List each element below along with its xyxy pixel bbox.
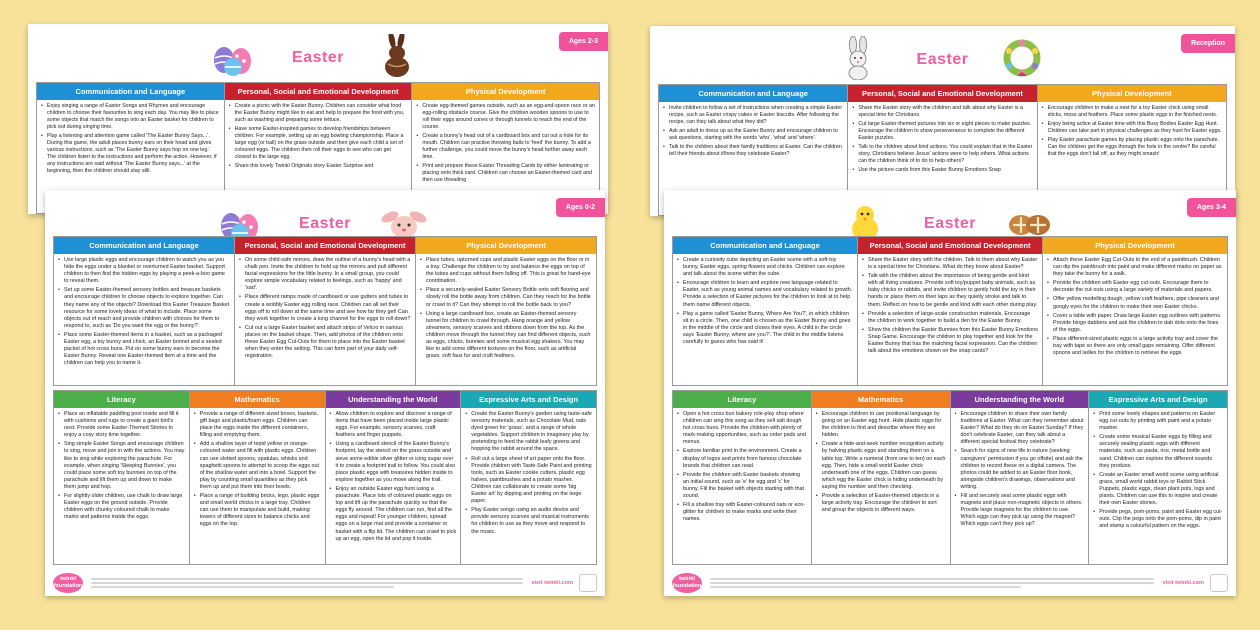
activity-sheet-ages-0-2 (45, 190, 605, 596)
column-psed (235, 237, 416, 385)
activity-item: • Provide pegs, pom-poms, paint and Easter egg cut-outs. Clip the pegs onto the pom-poms, dip in paint and stamp a colourful pattern on the eggs. (1093, 509, 1223, 530)
activity-item: • Ask an adult to dress up as the Easter Bunny and encourage children to ask questions, starting with the words 'who', 'what' and 'where'. (663, 128, 843, 142)
column-expressive-arts (461, 391, 596, 564)
activity-table-bottom (672, 390, 1228, 565)
activity-item: • Place different ramps made of cardboard or use gutters and tubes to create a wobbly Easter egg rolling race. Children can all set their eggs off to roll down at the same time and see how far they get! Can they work together to create a long channel for the eggs to roll down? (239, 294, 411, 322)
column-header: Mathematics (190, 391, 325, 408)
activity-item: • Enjoy an outside Easter egg hunt using a parachute. Place lots of coloured plastic eggs on top and lift up the parachute quickly so that the eggs fly around. The children can run, find all the eggs and repeat! For younger children, spread eggs on a large mat and provide a container or basket with a flip lid. The children can crawl to pick up an egg, open the lid and pop it inside. (330, 486, 457, 543)
activity-item: • Encourage children to use positional language by going on an Easter egg hunt. Hide plastic eggs for the children to find and describe where they are hidden. (816, 411, 946, 439)
sheet-title: Easter (924, 215, 976, 232)
activity-item: • Create a picnic with the Easter Bunny. Children can consider what food the Easter Bunny might like to eat and help to prepare the food with you, such as washing and preparing some lettuce. (229, 103, 408, 124)
sheet-title: Easter (299, 215, 351, 232)
activity-item: • On some child-safe mirrors, draw the outline of a bunny's head with a chalk pen. Invite the children to hold up the mirrors and pull different facial expressions for the little bunny. In a small group, you could explore simple vocabulary related to feelings, such as 'happy' and 'sad'. (239, 257, 411, 292)
activity-item: • Explore familiar print in the environment. Create a display of logos and prints from famous chocolate brands that children can read. (677, 448, 807, 469)
activity-item: • Share the Easter story with the children. Talk to them about why Easter is a special time for Christians. What do they know about Easter? (862, 257, 1038, 271)
activity-item: • Enjoy being active at Easter time with this Busy Bodies Easter Egg Hunt. Children can take part in physical challenges as they hunt for Easter eggs. (1042, 121, 1222, 135)
column-understanding-the-world (326, 391, 462, 564)
age-tag: Ages 2-3 (559, 32, 608, 51)
activity-item: • Use large plastic eggs and encourage children to watch you as you hide the eggs under a blanket or overturned Easter basket. Support children to then find the hidden eggs by playing a peek-a-boo game to reveal them. (58, 257, 230, 285)
activity-item: • Create some musical Easter eggs by filling and securely sealing plastic eggs with different materials, such as pasta, rice, metal bottle and sand. Children can explore the different sounds they produce. (1093, 434, 1223, 469)
activity-item: • Search for signs of new life in nature (seeking caregivers' permission if you go offsite) and ask the children to record these on a digital camera. The photos could be added to an Easter floor book, alongside children's drawings, observations and writing. (955, 448, 1085, 491)
column-understanding-the-world (951, 391, 1090, 564)
activity-item: • Provide the children with Easter baskets showing an initial sound, such as 'e' for egg and 'c' for bunny. Fill the basket with objects starting with that sound. (677, 472, 807, 500)
activity-item: • Create a hide-and-seek number recognition activity by halving plastic eggs and standing them on a table top. Write a numeral (from one to ten) on each egg. Then, hide a small world Easter chick underneath one of the eggs. Children can guess which egg the Easter chick is hiding underneath by saying the number and then checking. (816, 441, 946, 491)
activity-item: • Invite children to follow a set of instructions when creating a simple Easter recipe, such as Easter crispy cakes or Easter biscuits. After following the recipe, can they talk about what they did? (663, 105, 843, 126)
activity-item: • Fill and securely seal some plastic eggs with magnets and place non-magnetic objects in others. Provide large magnets for the children to use. Which eggs can they pick up using the magnet? Which eggs can't they pick up? (955, 493, 1085, 528)
column-header: Physical Development (1043, 237, 1227, 254)
column-header: Mathematics (812, 391, 950, 408)
activity-item: • Place different-sized plastic eggs in a large activity tray and cover the tray with tape so there are only small gaps remaining. Offer different spoons and ladles for the children to retrieve the eggs. (1047, 336, 1223, 357)
column-header: Communication and Language (673, 237, 857, 254)
column-psed (858, 237, 1043, 385)
activity-item: • Use the picture cards from this Easter Bunny Emotions Snap (852, 167, 1032, 174)
column-expressive-arts (1089, 391, 1227, 564)
activity-item: • Place a range of building bricks, lego, plastic eggs and small world chicks in a large tray. Children can use them to manipulate and build, making towers of different sizes to balance chicks and eggs on the top. (194, 493, 321, 528)
activity-item: • Print and prepare these Easter Threading Cards by either laminating or placing onto thick card. Children can choose an Easter-themed card and then use threading (416, 163, 595, 184)
activity-item: • Using a large cardboard box, create an Easter-themed sensory tunnel for children to crawl through. Hang orange and yellow streamers, sensory scarves and ribbons down from the top. As the children move through the tunnel they can find different objects, such as eggs, chicks, bunnies and some musical egg shakers. You may like to add some different textures on the floor, such as artificial grass, soft faux fur and craft feathers. (420, 311, 592, 361)
activity-item: • Attach these Easter Egg Cut-Outs to the end of a paintbrush. Children can dip the paintbrush into paint and make different marks on paper as they take the bunny for a walk. (1047, 257, 1223, 278)
activity-item: • Offer yellow modelling dough, yellow craft feathers, pipe cleaners and googly eyes for the children to make their own Easter chicks. (1047, 296, 1223, 310)
badge-icon (1210, 574, 1228, 592)
activity-item: • For slightly older children, use chalk to draw large Easter eggs on the ground outside. Provide children with chunky coloured chalk to make marks and patterns inside the eggs. (58, 493, 185, 521)
column-communication (673, 237, 858, 385)
activity-item: • Cut large Easter-themed pictures into six or eight pieces to make puzzles. Encourage the children to show perseverance to complete the different Easter puzzles. (852, 121, 1032, 142)
column-header: Literacy (673, 391, 811, 408)
column-literacy (54, 391, 190, 564)
column-physical (1043, 237, 1227, 385)
column-header: Personal, Social and Emotional Development (848, 85, 1036, 102)
activity-item: • Show the children the Easter Bunnies from this Easter Bunny Emotions Snap Game. Encourage the children to play together and look for the Easter Bunny that has the matching facial expression. Can the children talk about the emotions shown on the snap cards? (862, 327, 1038, 355)
column-header: Physical Development (1038, 85, 1226, 102)
column-header: Expressive Arts and Design (1089, 391, 1227, 408)
sheet-title: Easter (916, 51, 969, 68)
column-mathematics (190, 391, 326, 564)
activity-item: • Print some lovely shapes and patterns on Easter egg cut-outs by printing with paint and a potato masher. (1093, 411, 1223, 432)
badge-icon (579, 574, 597, 592)
activity-item: • Talk to the children about their family traditions at Easter. Can the children tell their friends about if/how they celebrate Easter? (663, 144, 843, 158)
activity-item: • Talk to the children about kind actions. You could explain that in the Easter story, Christians believe Jesus' actions were to help others. What actions can the children think of to do to help others? (852, 144, 1032, 165)
activity-table-bottom (53, 390, 597, 565)
age-tag: Ages 3-4 (1187, 198, 1236, 217)
activity-item: • Place an inflatable paddling pool inside and fill it with cushions and rugs to create a giant bird's nest. Provide some Easter-Themed Stories to enjoy a cosy story time together. (58, 411, 185, 439)
activity-item: • Encourage children to share their own family traditions at Easter. What can they remember about Easter? What do they do on Easter Sunday? If they don't celebrate Easter, can they talk about a different special festival they celebrate? (955, 411, 1085, 446)
activity-item: • Sing simple Easter Songs and encourage children to sing, move and join in with the actions. You may like to sing while exploring the parachute. For example, when singing 'Sleeping Bunnies', you could place some soft toy bunnies on top of the parachute and lift them up and down to make them jump and hop. (58, 441, 185, 491)
activity-item: • Open a hot cross bun bakery role-play shop where children can sing this song as they sell salt dough hot cross buns. Provide the children with plenty of mark-making opportunities, such as order pads and menus. (677, 411, 807, 446)
column-header: Communication and Language (659, 85, 847, 102)
activity-item: • Play Easter parachute games by placing plastic eggs onto the parachute. Can the children get the eggs through the hole in the centre? Be careful that the eggs don't fall off, as they might smash! (1042, 137, 1222, 158)
activity-item: • Enjoy singing a range of Easter Songs and Rhymes and encourage children to choose their favourites to sing each day. You may like to place some objects that match the songs into an Easter basket for children to pick out during singing time. (41, 103, 220, 131)
activity-item: • Roll out a large sheet of art paper onto the floor. Provide children with Taste-Safe Paint and printing tools, such as Easter cookie cutters, plastic egg halves, paintbrushes and a potato masher. Children can collaborate to create some 'big Easter art' by dipping and printing on the large paper. (465, 456, 592, 506)
activity-item: • Create an Easter small world scene using artificial grass, small world rabbit toys or Rabbit Stick Puppets, plastic eggs, clean plant pots, logs and plants. Children can use this to inspire and create their own Easter stories. (1093, 472, 1223, 507)
activity-item: • Encourage children to learn and explore new language related to Easter, such as young animal names and vocabulary related to growth. Provide a selection of Easter pictures for the children to look at to help them name different objects. (677, 280, 853, 308)
column-header: Understanding the World (951, 391, 1089, 408)
twinkl-foundation-logo: twinkl foundation (53, 573, 83, 593)
activity-item: • Cut out a large Easter basket and attach strips of Velcro in various places on the basket shape. Then, add photos of the children onto these Easter Egg Cut-Outs for them to place into the Easter basket when they enter the setting. This can form part of your daily self-registration. (239, 325, 411, 360)
activity-item: • Allow children to explore and discover a range of items that have been placed inside large plastic eggs. For example, sensory scarves, craft feathers and finger puppets. (330, 411, 457, 439)
activity-item: • Create egg-themed games outside, such as an egg-and-spoon race or an egg-rolling obstacle course. Give the children wooden spoons to use to roll their eggs around cones or through tunnels to reach the end of the course. (416, 103, 595, 131)
activity-item: • Place a securely-sealed Easter Sensory Bottle onto soft flooring and slowly roll the bottle away from children. Can they reach for the bottle or crawl to it? Can they attempt to roll the bottle back to you? (420, 287, 592, 308)
twinkl-foundation-logo: twinkl foundation (672, 573, 702, 593)
activity-item: • Play Easter songs using an audio device and provide sensory scarves and musical instruments for children to use as they move and respond to the music. (465, 507, 592, 535)
activity-item: • Share the Easter story with the children and talk about why Easter is a special time for Christians. (852, 105, 1032, 119)
column-header: Understanding the World (326, 391, 461, 408)
activity-item: • Place tubes, upturned cups and plastic Easter eggs on the floor or in a tray. Challenge the children to try and balance the eggs on top of the tubes and cups without them falling off. This is great for hand-eye coordination. (420, 257, 592, 285)
activity-table-top (672, 236, 1228, 386)
activity-item: • Create a curiosity cube depicting an Easter scene with a soft-toy bunny, Easter eggs, spring flowers and chicks. Children can explore and talk about the scene within the cube. (677, 257, 853, 278)
activity-table-top (53, 236, 597, 386)
sheet-title: Easter (292, 49, 344, 66)
column-header: Personal, Social and Emotional Development (858, 237, 1042, 254)
activity-item: • Talk with the children about the importance of being gentle and kind with all living creatures. Provide soft toy/puppet baby animals, such as baby chicks or rabbits, and invite children to gently hold the toy in their hands or place them on their laps as they quietly stroke and talk to them. Reflect on how to be gentle and kind with each other during play. (862, 273, 1038, 308)
age-tag: Ages 0-2 (556, 198, 605, 217)
disclaimer-text (710, 576, 1154, 590)
chocolate-bunny-illustration (374, 34, 420, 78)
activity-item: • Encourage children to make a nest for a toy Easter chick using small sticks, moss and feathers. Place some plastic eggs in the finished nests. (1042, 105, 1222, 119)
activity-item: • Fill a shallow tray with Easter-coloured oats or eco-glitter for children to make marks and write their names. (677, 502, 807, 523)
column-physical (416, 237, 596, 385)
column-header: Communication and Language (54, 237, 234, 254)
activity-item: • Add a shallow layer of tepid yellow or orange-coloured water and fill with plastic eggs. Children can use slotted spoons, spatulas, whisks and spaghetti spoons to attempt to scoop the eggs out of the shallow water and into a bowl. Support the play by counting small quantities as they pick them up and put them into their bowls. (194, 441, 321, 491)
activity-sheet-ages-2-3 (28, 24, 608, 214)
activity-item: • Provide a selection of large-scale construction materials. Encourage the children to work together to build a den for the Easter Bunny. (862, 311, 1038, 325)
activity-item: • Create a bunny's head out of a cardboard box and cut out a hole for its mouth. Children can practise throwing balls to 'feed' the bunny. To add a further challenge, you could move the bunny's head further away each time. (416, 133, 595, 161)
easter-wreath-illustration (999, 36, 1045, 80)
activity-item: • Provide the children with Easter egg cut-outs. Encourage them to decorate the cut-outs using a large variety of materials and papers. (1047, 280, 1223, 294)
age-tag: Reception (1181, 34, 1235, 53)
activity-item: • Create the Easter Bunny's garden using taste-safe sensory materials, such as Chocolate Mud, oats dyed green for 'grass', and a range of whole vegetables. Support children in imaginary play by pretending to feed the rabbit leafy greens and hopping the rabbit around the space. (465, 411, 592, 454)
activity-item: • Play a game called 'Easter Bunny, Where Are You?', in which children sit in a circle. Then, one child is chosen as the Easter Bunny and goes in the middle of the circle and closes their eyes. A child in the circle says 'Easter Bunny, where are you?'. The child in the middle listens carefully to guess who has said it! (677, 311, 853, 346)
visit-twinkl-link[interactable]: visit twinkl.com (531, 580, 573, 586)
column-header: Physical Development (416, 237, 596, 254)
column-header: Communication and Language (37, 83, 224, 100)
column-header: Personal, Social and Emotional Development (235, 237, 415, 254)
activity-item: • Provide a range of different-sized boxes, baskets, gift bags and plastic/foam eggs. Children can place the eggs inside the different containers, filling and emptying them. (194, 411, 321, 439)
activity-item: • Cover a table with paper. Draw large Easter egg outlines with patterns. Provide bingo dabbers and ask the children to dab dots onto the lines of the eggs. (1047, 313, 1223, 334)
activity-item: • Using a cardboard stencil of the Easter Bunny's footprint, lay the stencil on the grass outside and sieve some edible silver glitter or icing sugar over it to create a footprint trail to follow. You could also place plastic eggs with treasures hidden inside to explore together as you move along the trail. (330, 441, 457, 484)
column-header: Expressive Arts and Design (461, 391, 596, 408)
column-header: Physical Development (412, 83, 599, 100)
column-mathematics (812, 391, 951, 564)
column-communication (54, 237, 235, 385)
activity-item: • Have some Easter-inspired games to develop friendships between children. For example, setting up an egg bowling championship. Place a large egg (or ball) on the grass outside and then give each child a set of coloured eggs. The children then roll their eggs to see who can get closest to the large egg. (229, 126, 408, 161)
column-header: Personal, Social and Emotional Development (225, 83, 412, 100)
activity-item: • Provide a selection of Easter-themed objects in a large activity tray. Encourage the children to sort and group the objects in different ways. (816, 493, 946, 514)
sheet-footer (664, 570, 1236, 596)
column-literacy (673, 391, 812, 564)
column-header: Literacy (54, 391, 189, 408)
activity-item: • Play a listening and attention game called 'The Easter Bunny Says...'. During this game, the adult places bunny ears on their head and gives various instructions, such as 'The Easter Bunny says hop on one leg.' The children listen to the instructions and perform the action. However, if any instructions are said without 'The Easter Bunny says...' at the beginning, then the children should stay still. (41, 133, 220, 175)
activity-item: • Place some Easter-themed items in a basket, such as a packaged Easter egg, a toy bunny and chick, an Easter bonnet and a sealed packet of hot cross buns. Put on some bunny ears to become the Easter Bunny. Reveal one Easter-themed item at a time and the children can help you to name it. (58, 332, 230, 367)
activity-item: • Set up some Easter-themed sensory bottles and treasure baskets and encourage children to choose objects to explore together. Can they name any of the objects? Download this Easter Treasure Basket resource for some lovely ideas of what to include. Place some objects out of reach and provide children with choices for them to respond to, such as 'Do you want the egg or the bunny?'. (58, 287, 230, 330)
activity-sheet-ages-3-4 (664, 190, 1236, 596)
visit-twinkl-link[interactable]: visit twinkl.com (1162, 580, 1204, 586)
activity-item: • Share this lovely Twinkl Originals story Easter Surprise and (229, 163, 408, 170)
sheet-footer (45, 570, 605, 596)
activity-sheet-reception (650, 26, 1235, 216)
disclaimer-text (91, 576, 523, 590)
